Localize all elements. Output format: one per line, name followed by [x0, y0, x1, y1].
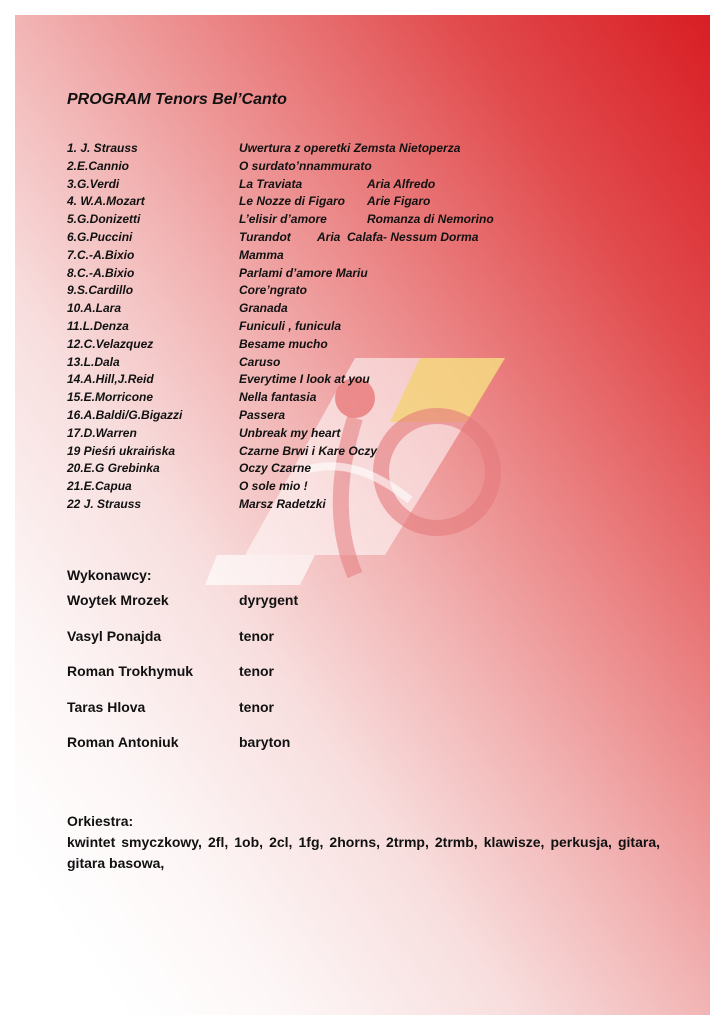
- program-item: [67, 336, 667, 354]
- performer-role: baryton: [239, 734, 291, 750]
- performer-role: dyrygent: [239, 592, 299, 608]
- performer-role: tenor: [239, 698, 274, 715]
- performer-role: tenor: [239, 627, 274, 644]
- performer-row: [67, 587, 667, 623]
- program-item: [67, 318, 667, 336]
- work: Caruso: [239, 354, 281, 369]
- program-item: [67, 389, 667, 407]
- work: Core’ngrato: [239, 283, 308, 298]
- work: Passera: [239, 407, 286, 422]
- program-item: [67, 425, 667, 443]
- composer: 7.C.-A.Bixio: [67, 247, 135, 262]
- program-item: [67, 247, 667, 265]
- composer: 10.A.Lara: [67, 301, 122, 316]
- work: Parlami d’amore Mariu: [239, 265, 368, 280]
- performer-name: Taras Hlova: [67, 698, 146, 715]
- orchestra-section: [67, 810, 660, 874]
- composer: 3.G.Verdi: [67, 176, 120, 191]
- program-item: [67, 496, 667, 514]
- program-item: [67, 300, 667, 318]
- composer: 22 J. Strauss: [67, 496, 142, 511]
- composer: 14.A.Hill,J.Reid: [67, 372, 154, 387]
- aria: Romanza di Nemorino: [367, 212, 494, 227]
- program-item: [67, 211, 667, 229]
- orchestra-instruments: kwintet smyczkowy, 2fl, 1ob, 2cl, 1fg, 2horns, 2trmp, 2trmb, klawisze, perkusja, gitara, gitara basowa,: [67, 834, 660, 871]
- work: O surdato’nnammurato: [239, 158, 372, 173]
- work: Oczy Czarne: [239, 461, 312, 476]
- program-item: [67, 460, 667, 478]
- work: Czarne Brwi i Kare Oczy: [239, 443, 378, 458]
- performer-name: Roman Trokhymuk: [67, 663, 194, 679]
- work: Everytime I look at you: [239, 372, 370, 387]
- composer: 19 Pieśń ukraińska: [67, 443, 176, 458]
- work: O sole mio !: [239, 479, 308, 494]
- composer: 6.G.Puccini: [67, 229, 133, 244]
- composer: 11.L.Denza: [67, 318, 129, 333]
- performers-section: [67, 563, 667, 765]
- composer: 13.L.Dala: [67, 354, 120, 369]
- program-item: [67, 176, 667, 194]
- program-item: [67, 407, 667, 425]
- composer: 5.G.Donizetti: [67, 212, 141, 227]
- program-item: [67, 140, 667, 158]
- program-item: [67, 158, 667, 176]
- program-item: [67, 443, 667, 461]
- composer: 2.E.Cannio: [67, 158, 130, 173]
- work: Besame mucho: [239, 336, 328, 351]
- work: Unbreak my heart: [239, 425, 341, 440]
- performer-row: [67, 623, 667, 659]
- work: L’elisir d’amore: [239, 212, 327, 227]
- program-item: [67, 193, 667, 211]
- work: Granada: [239, 301, 288, 316]
- performer-row: [67, 658, 667, 694]
- work: La Traviata: [239, 176, 303, 191]
- program-item: [67, 371, 667, 389]
- composer: 4. W.A.Mozart: [67, 194, 145, 209]
- work: Nella fantasia: [239, 390, 317, 405]
- performer-name: Woytek Mrozek: [67, 592, 169, 608]
- work: Le Nozze di Figaro: [239, 194, 346, 209]
- aria: Aria Alfredo: [367, 176, 436, 191]
- work: Funiculi , funicula: [239, 318, 341, 333]
- program-item: [67, 282, 667, 300]
- program-item: [67, 229, 667, 247]
- composer: 21.E.Capua: [67, 479, 132, 494]
- performer-name: Roman Antoniuk: [67, 734, 179, 750]
- composer: 12.C.Velazquez: [67, 336, 154, 351]
- orchestra-heading: Orkiestra:: [67, 813, 134, 829]
- program-item: [67, 354, 667, 372]
- program-title: PROGRAM Tenors Bel’Canto: [67, 91, 287, 108]
- performer-row: [67, 694, 667, 730]
- work: Marsz Radetzki: [239, 496, 326, 511]
- work: Uwertura z operetki Zemsta Nietoperza: [239, 141, 461, 155]
- composer: 8.C.-A.Bixio: [67, 265, 135, 280]
- composer: 20.E.G Grebinka: [67, 461, 160, 476]
- composer: 17.D.Warren: [67, 425, 137, 440]
- work: Mamma: [239, 247, 284, 262]
- composer: 9.S.Cardillo: [67, 283, 134, 298]
- work: Turandot Aria Calafa- Nessum Dorma: [239, 229, 479, 244]
- performer-row: [67, 729, 667, 765]
- performer-role: tenor: [239, 663, 274, 679]
- composer: 1. J. Strauss: [67, 141, 138, 155]
- performer-name: Vasyl Ponajda: [67, 627, 162, 644]
- aria: Arie Figaro: [367, 194, 431, 209]
- program-item: [67, 478, 667, 496]
- program-list: [67, 140, 667, 514]
- composer: 15.E.Morricone: [67, 390, 154, 405]
- composer: 16.A.Baldi/G.Bigazzi: [67, 407, 183, 422]
- performers-heading: Wykonawcy:: [67, 567, 152, 583]
- program-item: [67, 265, 667, 283]
